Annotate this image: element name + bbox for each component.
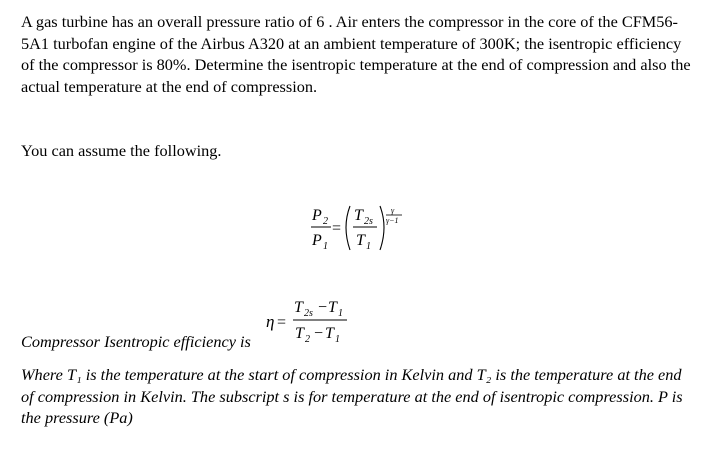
eff-num-b-symbol: T [328, 299, 337, 316]
eff-num-minus: − [318, 299, 328, 316]
eff-den-minus: − [314, 325, 324, 342]
pr-inner-den-symbol: T [356, 232, 365, 249]
assumption-intro: You can assume the following. [21, 141, 222, 160]
pr-exp-num: γ [391, 206, 395, 215]
efficiency-equation [265, 294, 365, 350]
pr-exp-den: γ−1 [386, 216, 399, 225]
eff-num-a-sub: 2s [304, 308, 313, 319]
eff-den-b-sub: 1 [335, 334, 340, 345]
where-explanation: Where T₁ is the temperature at the start of compression in Kelvin and T₂ is the temperature at the end of compression in Kelvin. The subscript s is for temperature at the end of isentropic compression. P is the pressure (Pa) [21, 365, 683, 427]
pr-num-symbol: P [312, 207, 322, 224]
eff-den-b-symbol: T [325, 325, 334, 342]
eff-den-a-sub: 2 [305, 334, 310, 345]
pr-inner-num-sub: 2s [364, 216, 373, 227]
eff-num-a-symbol: T [294, 299, 303, 316]
eff-equals: = [277, 314, 287, 331]
pr-equals: = [332, 220, 342, 237]
efficiency-label: Compressor Isentropic efficiency is [21, 332, 251, 351]
eff-den-a-symbol: T [295, 325, 304, 342]
eff-num-b-sub: 1 [338, 308, 343, 319]
pr-right-paren [380, 206, 384, 250]
pr-left-paren [346, 206, 350, 250]
pr-num-sub: 2 [323, 216, 328, 227]
eff-eta: η [266, 312, 275, 331]
pr-inner-num-symbol: T [354, 207, 363, 224]
pr-den-sub: 1 [323, 241, 328, 252]
pr-den-symbol: P [312, 232, 322, 249]
pr-inner-den-sub: 1 [366, 241, 371, 252]
efficiency-svg [265, 294, 365, 350]
problem-statement: A gas turbine has an overall pressure ratio of 6 . Air enters the compressor in the core of the CFM56-5A1 turbofan engine of the Airbus A320 at an ambient temperature of 300K; the isentropic efficiency of the compressor is 80%. Determine the isentropic temperature at the end of compression and also the actual temperature at the end of compression. [21, 12, 691, 96]
pressure-ratio-equation [300, 200, 420, 260]
pressure-ratio-svg [300, 200, 420, 260]
